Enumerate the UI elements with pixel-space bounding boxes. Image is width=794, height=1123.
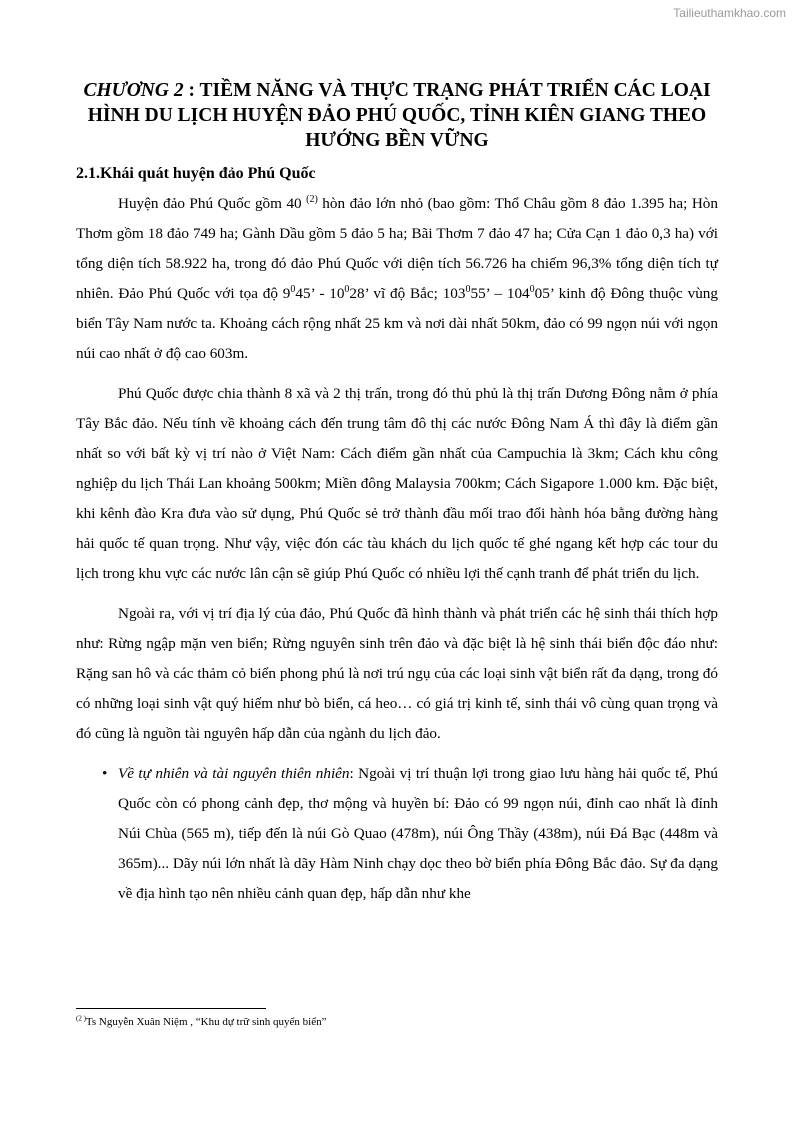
bullet-text xyxy=(118,759,718,909)
degree-mark: 0 xyxy=(344,283,350,295)
text-run: Huyện đảo Phú Quốc gồm 40 xyxy=(118,195,307,212)
degree-mark: 0 xyxy=(465,283,471,295)
section-heading: 2.1.Khái quát huyện đảo Phú Quốc xyxy=(76,165,316,182)
paragraph-ecosystem: Ngoài ra, với vị trí địa lý của đảo, Phú Quốc đã hình thành và phát triển các hệ sinh thái thích hợp như: Rừng ngập mặn ven biển; Rừng nguyên sinh trên đảo và đặc biệt là hệ sinh thái biển độc đáo như: Rặng san hô và các thảm cỏ biển phong phú là nơi trú ngụ của các loại sinh vật biển rất đa dạng, trong đó có những loại sinh vật quý hiếm như bò biển, cá heo… có giá trị kinh tế, sinh thái vô cùng quan trọng và đó cũng là nguồn tài nguyên hấp dẫn của ngành du lịch đảo. xyxy=(76,605,718,742)
document-page xyxy=(76,78,718,909)
footnote-ref: (2) xyxy=(306,193,318,205)
footnote xyxy=(76,1016,327,1028)
chapter-title-text: : TIỀM NĂNG VÀ THỰC TRẠNG PHÁT TRIỂN CÁC LOẠI HÌNH DU LỊCH HUYỆN ĐẢO PHÚ QUỐC, TỈNH KIÊN GIANG THEO HƯỚNG BỀN VỮNG xyxy=(87,80,711,151)
chapter-title xyxy=(76,78,718,153)
degree-mark: 0 xyxy=(290,283,296,295)
footnote-mark: (2 ) xyxy=(76,1014,86,1023)
footnote-text: Ts Nguyễn Xuân Niệm , “Khu dự trữ sinh quyển biển” xyxy=(85,1016,327,1028)
watermark: Tailieuthamkhao.com xyxy=(673,6,786,20)
text-run: 55’ – 104 xyxy=(470,285,530,302)
degree-mark: 0 xyxy=(529,283,535,295)
text-run: 05’ kinh độ Đông thuộc vùng biển Tây Nam nước ta. Khoảng cách rộng nhất 25 km và nơi dài nhất 50km, đảo có 99 ngọn núi với ngọn núi cao nhất ở độ cao 603m. xyxy=(76,285,718,362)
paragraph-location: Phú Quốc được chia thành 8 xã và 2 thị trấn, trong đó thủ phủ là thị trấn Dương Đông nằm ở phía Tây Bắc đảo. Nếu tính về khoảng cách đến trung tâm đô thị các nước Đông Nam Á thì đây là điểm gần nhất so với bất kỳ vị trí nào ở Việt Nam: Cách điểm gần nhất của Campuchia là 3km; Cách khu công nghiệp du lịch Thái Lan khoảng 500km; Miền đông Malaysia 700km; Cách Sigapore 1.000 km. Đặc biệt, khi kênh đào Kra đưa vào sử dụng, Phú Quốc sẻ trở thành đầu mối trao đổi hành hóa bằng đường hàng hải quốc tế quan trọng. Như vậy, việc đón các tàu khách du lịch quốc tế ghé ngang kết hợp các tour du lịch trong khu vực các nước lân cận sẽ giúp Phú Quốc có nhiều lợi thế cạnh tranh để phát triển du lịch. xyxy=(76,385,718,582)
bullet-lead: Về tự nhiên và tài nguyên thiên nhiên xyxy=(118,765,350,782)
bullet-icon: • xyxy=(102,765,108,782)
text-run: 28’ vĩ độ Bắc; 103 xyxy=(349,285,466,302)
text-run: hòn đảo lớn nhỏ (bao gồm: Thổ Châu gồm 8 đảo 1.395 ha; Hòn Thơm gồm 18 đảo 749 ha; Gành Dầu gồm 5 đảo 5 ha; Bãi Thơm 7 đảo 47 ha; Cửa Cạn 1 đảo 0,3 ha) với tổng diện tích 58.922 ha, trong đó đảo Phú Quốc với diện tích 56.726 ha chiếm 96,3% tổng diện tích tự nhiên. Đảo Phú Quốc với tọa độ 9 xyxy=(76,195,718,302)
chapter-label: CHƯƠNG 2 xyxy=(83,80,184,101)
text-run: 45’ - 10 xyxy=(295,285,345,302)
bullet-item-nature xyxy=(76,759,718,909)
footnote-divider xyxy=(76,1008,266,1009)
paragraph-overview xyxy=(76,189,718,369)
bullet-body: : Ngoài vị trí thuận lợi trong giao lưu hàng hải quốc tế, Phú Quốc còn có phong cảnh đẹp, thơ mộng và huyền bí: Đảo có 99 ngọn núi, đỉnh cao nhất là đỉnh Núi Chùa (565 m), tiếp đến là núi Gò Quao (478m), núi Ông Thầy (438m), núi Đá Bạc (448m và 365m)... Dãy núi lớn nhất là dãy Hàm Ninh chạy dọc theo bờ biển phía Đông Bắc đảo. Sự đa dạng về địa hình tạo nên nhiều cảnh quan đẹp, hấp dẫn như khe xyxy=(118,765,718,902)
